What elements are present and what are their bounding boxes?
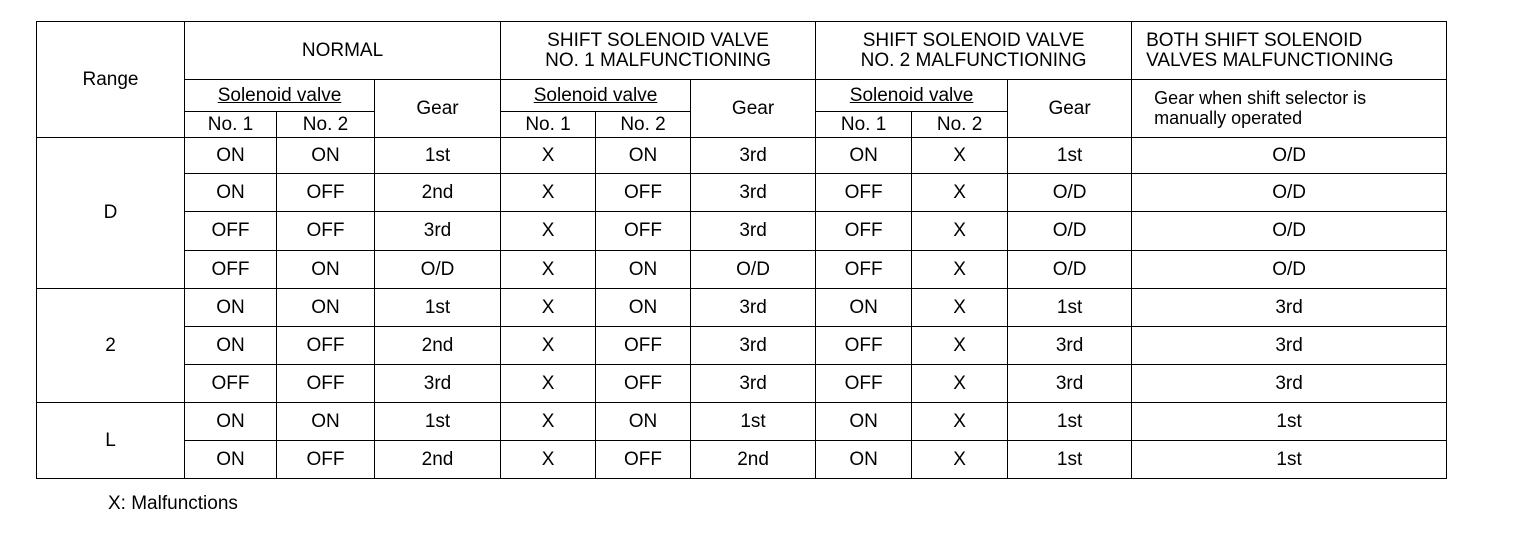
sv1-malfunction-header [501,22,816,80]
normal-solenoid-valve-header [185,80,375,112]
sv1-gear-cell: 3rd [691,174,816,212]
normal-no1-header: No. 1 [185,112,277,138]
normal-no1-cell: ON [185,138,277,174]
sv2-no2-cell: X [912,289,1008,327]
sv1-gear-cell: 3rd [691,138,816,174]
normal-no2-cell: OFF [277,174,375,212]
sv1-solenoid-valve-header [501,80,691,112]
table-row [37,441,1447,479]
normal-no2-cell: ON [277,289,375,327]
sv1-no1-cell: X [501,327,596,365]
range-cell: L [37,403,185,479]
sv2-no1-cell: OFF [816,251,912,289]
sv2-no1-cell: ON [816,138,912,174]
normal-no2-cell: OFF [277,365,375,403]
sv1-no1-header: No. 1 [501,112,596,138]
table-row [37,251,1447,289]
sv1-no1-cell: X [501,289,596,327]
sv2-gear-cell: 3rd [1008,327,1132,365]
table-row [37,289,1447,327]
normal-no2-cell: ON [277,403,375,441]
normal-no2-header: No. 2 [277,112,375,138]
both-gear-cell: 3rd [1132,327,1447,365]
normal-header: NORMAL [185,22,501,80]
sv2-gear-cell: O/D [1008,251,1132,289]
sv2-header-line-1: SHIFT SOLENOID VALVE [862,29,1085,51]
sv1-gear-cell: 2nd [691,441,816,479]
table-row [37,174,1447,212]
normal-no2-cell: ON [277,251,375,289]
normal-gear-cell: 3rd [375,365,501,403]
both-malfunction-header [1132,22,1447,80]
sv1-gear-cell: 3rd [691,327,816,365]
sv2-gear-header: Gear [1008,80,1132,138]
sv1-gear-cell: O/D [691,251,816,289]
sv2-malfunction-header [816,22,1132,80]
table-row [37,212,1447,251]
sv1-gear-cell: 3rd [691,365,816,403]
normal-no1-cell: OFF [185,212,277,251]
normal-gear-cell: 3rd [375,212,501,251]
sv2-no1-cell: OFF [816,365,912,403]
normal-no1-cell: ON [185,403,277,441]
solenoid-valve-label: Solenoid valve [533,84,658,106]
sv2-no2-cell: X [912,138,1008,174]
table-body [37,138,1447,479]
sv1-gear-header: Gear [691,80,816,138]
both-gear-cell: O/D [1132,212,1447,251]
sv1-gear-cell: 3rd [691,212,816,251]
sv1-no1-cell: X [501,403,596,441]
solenoid-valve-label: Solenoid valve [849,84,974,106]
sv1-no1-cell: X [501,138,596,174]
both-gear-cell: 1st [1132,403,1447,441]
normal-gear-cell: 1st [375,403,501,441]
normal-no2-cell: OFF [277,212,375,251]
normal-no2-cell: OFF [277,327,375,365]
sv2-gear-cell: 1st [1008,138,1132,174]
sv1-no2-cell: ON [596,138,691,174]
sv2-no1-cell: OFF [816,174,912,212]
sv1-no2-cell: ON [596,289,691,327]
normal-no1-cell: ON [185,174,277,212]
sv1-no2-cell: ON [596,403,691,441]
sv1-no2-cell: OFF [596,441,691,479]
both-gear-cell: O/D [1132,251,1447,289]
normal-no1-cell: OFF [185,251,277,289]
normal-gear-cell: 2nd [375,441,501,479]
sv1-no2-cell: OFF [596,365,691,403]
sv2-no2-cell: X [912,365,1008,403]
sv1-no1-cell: X [501,365,596,403]
both-gear-cell: O/D [1132,174,1447,212]
sv2-gear-cell: 1st [1008,289,1132,327]
sv2-gear-cell: 1st [1008,403,1132,441]
sv2-no2-cell: X [912,212,1008,251]
table-row [37,403,1447,441]
sv2-no1-cell: ON [816,289,912,327]
sv1-no1-cell: X [501,251,596,289]
sv1-header-line-2: NO. 1 MALFUNCTIONING [545,49,771,71]
sv1-gear-cell: 3rd [691,289,816,327]
manual-gear-header [1132,80,1447,138]
both-header-line-1: BOTH SHIFT SOLENOID [1146,29,1363,51]
both-gear-cell: 3rd [1132,365,1447,403]
header-row-subgroups [37,80,1447,112]
range-header: Range [37,22,185,138]
sv2-no1-cell: OFF [816,327,912,365]
sv1-no2-cell: OFF [596,174,691,212]
sv2-gear-cell: O/D [1008,174,1132,212]
sv1-no1-cell: X [501,174,596,212]
normal-gear-cell: 2nd [375,174,501,212]
sv1-header-line-1: SHIFT SOLENOID VALVE [547,29,769,51]
solenoid-valve-label: Solenoid valve [217,84,342,106]
normal-no2-cell: ON [277,138,375,174]
normal-no2-cell: OFF [277,441,375,479]
normal-no1-cell: ON [185,441,277,479]
sv2-no2-cell: X [912,251,1008,289]
sv2-no2-header: No. 2 [912,112,1008,138]
table-row [37,365,1447,403]
sv2-no2-cell: X [912,174,1008,212]
sv1-no2-cell: OFF [596,327,691,365]
normal-no1-cell: OFF [185,365,277,403]
normal-gear-header: Gear [375,80,501,138]
normal-gear-cell: 2nd [375,327,501,365]
both-gear-cell: O/D [1132,138,1447,174]
sv1-no2-header: No. 2 [596,112,691,138]
both-header-line-2: VALVES MALFUNCTIONING [1146,49,1394,71]
manual-gear-line-2: manually operated [1154,107,1303,128]
both-gear-cell: 3rd [1132,289,1447,327]
sv2-gear-cell: O/D [1008,212,1132,251]
table-row [37,138,1447,174]
sv1-no1-cell: X [501,441,596,479]
range-cell: 2 [37,289,185,403]
malfunction-note: X: Malfunctions [108,493,238,514]
sv2-no1-cell: ON [816,403,912,441]
normal-no1-cell: ON [185,327,277,365]
normal-gear-cell: O/D [375,251,501,289]
manual-gear-line-1: Gear when shift selector is [1154,87,1367,108]
shift-solenoid-table [36,21,1447,479]
both-gear-cell: 1st [1132,441,1447,479]
sv2-gear-cell: 3rd [1008,365,1132,403]
sv2-solenoid-valve-header [816,80,1008,112]
sv1-gear-cell: 1st [691,403,816,441]
sv2-no2-cell: X [912,403,1008,441]
sv2-no2-cell: X [912,327,1008,365]
sv1-no2-cell: OFF [596,212,691,251]
sv1-no1-cell: X [501,212,596,251]
sv2-no1-cell: OFF [816,212,912,251]
sv2-header-line-2: NO. 2 MALFUNCTIONING [860,49,1087,71]
sv2-no1-header: No. 1 [816,112,912,138]
normal-gear-cell: 1st [375,289,501,327]
sv2-gear-cell: 1st [1008,441,1132,479]
range-cell: D [37,138,185,289]
sv1-no2-cell: ON [596,251,691,289]
table-row [37,327,1447,365]
normal-gear-cell: 1st [375,138,501,174]
shift-solenoid-table-container [36,21,1447,479]
sv2-no2-cell: X [912,441,1008,479]
header-row-groups [37,22,1447,80]
normal-no1-cell: ON [185,289,277,327]
sv2-no1-cell: ON [816,441,912,479]
